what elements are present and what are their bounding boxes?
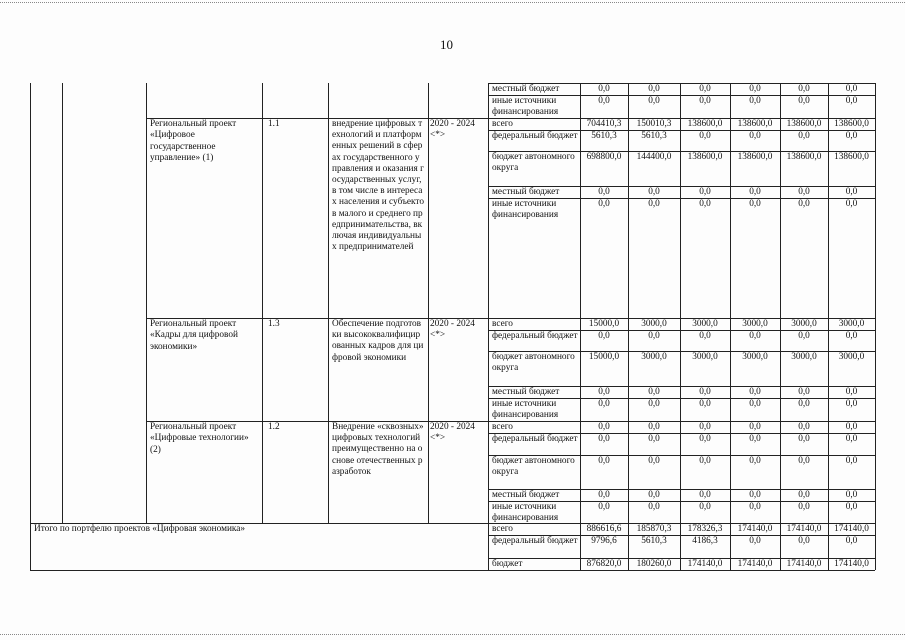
value-cell: 0,0 bbox=[598, 456, 610, 466]
grid-line bbox=[146, 83, 147, 523]
project-period: 2020 - 2024 <*> bbox=[430, 119, 475, 141]
value-cell: 0,0 bbox=[749, 456, 761, 466]
funding-source-label: бюджет автономного округа bbox=[492, 352, 575, 373]
value-cell: 0,0 bbox=[699, 199, 711, 209]
value-cell: 0,0 bbox=[845, 187, 858, 197]
value-cell: 178326,3 bbox=[687, 524, 723, 534]
value-cell: 0,0 bbox=[845, 131, 858, 141]
value-cell: 138600,0 bbox=[834, 152, 869, 162]
funding-source-label: местный бюджет bbox=[492, 84, 560, 94]
value-cell: 5610,3 bbox=[591, 131, 617, 141]
funding-source-label: всего bbox=[492, 524, 513, 534]
value-cell: 0,0 bbox=[749, 331, 761, 341]
project-period: 2020 - 2024 <*> bbox=[430, 319, 475, 341]
funding-source-label: всего bbox=[492, 119, 513, 129]
funding-source-label: местный бюджет bbox=[492, 187, 560, 197]
value-cell: 138600,0 bbox=[786, 119, 822, 129]
value-cell: 0,0 bbox=[798, 502, 810, 512]
value-cell: 876820,0 bbox=[586, 559, 622, 569]
grid-line bbox=[488, 83, 489, 570]
grid-line bbox=[30, 570, 875, 571]
value-cell: 0,0 bbox=[699, 456, 711, 466]
funding-source-label: федеральный бюджет bbox=[492, 536, 578, 546]
value-cell: 0,0 bbox=[648, 331, 660, 341]
value-cell: 0,0 bbox=[798, 96, 810, 106]
value-cell: 0,0 bbox=[749, 84, 761, 94]
value-cell: 0,0 bbox=[798, 536, 810, 546]
value-cell: 0,0 bbox=[648, 456, 660, 466]
value-cell: 150010,3 bbox=[636, 119, 672, 129]
value-cell: 0,0 bbox=[648, 434, 660, 444]
value-cell: 174140,0 bbox=[687, 559, 723, 569]
value-cell: 0,0 bbox=[598, 331, 610, 341]
funding-source-label: местный бюджет bbox=[492, 490, 560, 500]
value-cell: 0,0 bbox=[798, 399, 810, 409]
project-code: 1.2 bbox=[268, 422, 280, 432]
value-cell: 9796,6 bbox=[591, 536, 617, 546]
value-cell: 138600,0 bbox=[786, 152, 822, 162]
value-cell: 0,0 bbox=[845, 490, 858, 500]
value-cell: 0,0 bbox=[749, 536, 761, 546]
value-cell: 0,0 bbox=[699, 331, 711, 341]
value-cell: 0,0 bbox=[798, 84, 810, 94]
value-cell: 0,0 bbox=[798, 422, 810, 432]
value-cell: 0,0 bbox=[648, 187, 660, 197]
value-cell: 0,0 bbox=[749, 490, 761, 500]
value-cell: 3000,0 bbox=[641, 352, 667, 362]
grid-line bbox=[30, 523, 31, 570]
funding-source-label: федеральный бюджет bbox=[492, 131, 578, 141]
value-cell: 0,0 bbox=[648, 199, 660, 209]
project-description: Обеспечение подготовки высококвалифицированных кадров для цифровой экономики bbox=[332, 319, 424, 363]
value-cell: 0,0 bbox=[845, 434, 858, 444]
value-cell: 0,0 bbox=[798, 331, 810, 341]
value-cell: 0,0 bbox=[798, 490, 810, 500]
project-name: Региональный проект «Цифровое государственное управление» (1) bbox=[150, 119, 237, 163]
value-cell: 3000,0 bbox=[692, 352, 718, 362]
scan-top-edge bbox=[0, 2, 905, 3]
value-cell: 0,0 bbox=[845, 422, 858, 432]
page-number: 10 bbox=[440, 37, 453, 52]
value-cell: 0,0 bbox=[749, 387, 761, 397]
value-cell: 0,0 bbox=[648, 502, 660, 512]
value-cell: 0,0 bbox=[699, 84, 711, 94]
value-cell: 0,0 bbox=[845, 84, 858, 94]
value-cell: 0,0 bbox=[749, 96, 761, 106]
value-cell: 0,0 bbox=[845, 456, 858, 466]
value-cell: 0,0 bbox=[648, 96, 660, 106]
value-cell: 3000,0 bbox=[838, 319, 865, 329]
grid-line bbox=[328, 83, 329, 523]
value-cell: 0,0 bbox=[648, 84, 660, 94]
value-cell: 0,0 bbox=[749, 187, 761, 197]
value-cell: 0,0 bbox=[699, 131, 711, 141]
value-cell: 138600,0 bbox=[834, 119, 869, 129]
value-cell: 0,0 bbox=[598, 199, 610, 209]
value-cell: 0,0 bbox=[648, 387, 660, 397]
value-cell: 180260,0 bbox=[636, 559, 672, 569]
value-cell: 185870,3 bbox=[636, 524, 672, 534]
project-code: 1.3 bbox=[268, 319, 280, 329]
value-cell: 0,0 bbox=[598, 187, 610, 197]
value-cell: 0,0 bbox=[749, 502, 761, 512]
value-cell: 174140,0 bbox=[737, 559, 773, 569]
project-name: Региональный проект «Кадры для цифровой экономики» bbox=[150, 319, 238, 352]
value-cell: 0,0 bbox=[598, 96, 610, 106]
value-cell: 144400,0 bbox=[636, 152, 672, 162]
value-cell: 138600,0 bbox=[737, 152, 773, 162]
funding-source-label: всего bbox=[492, 319, 513, 329]
value-cell: 0,0 bbox=[845, 199, 858, 209]
total-label: Итого по портфелю проектов «Цифровая экономика» bbox=[34, 524, 246, 534]
value-cell: 704410,3 bbox=[586, 119, 622, 129]
value-cell: 0,0 bbox=[798, 434, 810, 444]
value-cell: 174140,0 bbox=[834, 559, 869, 569]
funding-source-label: бюджет bbox=[492, 559, 523, 569]
value-cell: 174140,0 bbox=[737, 524, 773, 534]
value-cell: 0,0 bbox=[749, 131, 761, 141]
value-cell: 3000,0 bbox=[742, 319, 768, 329]
grid-line bbox=[875, 83, 876, 570]
value-cell: 174140,0 bbox=[834, 524, 869, 534]
value-cell: 0,0 bbox=[598, 502, 610, 512]
project-code: 1.1 bbox=[268, 119, 280, 129]
value-cell: 0,0 bbox=[699, 434, 711, 444]
value-cell: 0,0 bbox=[598, 490, 610, 500]
value-cell: 0,0 bbox=[598, 84, 610, 94]
value-cell: 138600,0 bbox=[687, 152, 723, 162]
grid-line bbox=[30, 83, 31, 523]
value-cell: 0,0 bbox=[699, 422, 711, 432]
value-cell: 174140,0 bbox=[786, 524, 822, 534]
value-cell: 0,0 bbox=[798, 131, 810, 141]
funding-source-label: бюджет автономного округа bbox=[492, 152, 575, 173]
value-cell: 0,0 bbox=[798, 456, 810, 466]
grid-line bbox=[428, 83, 429, 523]
value-cell: 0,0 bbox=[749, 199, 761, 209]
value-cell: 0,0 bbox=[845, 399, 858, 409]
value-cell: 0,0 bbox=[598, 387, 610, 397]
value-cell: 0,0 bbox=[845, 387, 858, 397]
value-cell: 0,0 bbox=[699, 490, 711, 500]
value-cell: 0,0 bbox=[699, 399, 711, 409]
value-cell: 4186,3 bbox=[692, 536, 718, 546]
value-cell: 3000,0 bbox=[791, 319, 817, 329]
funding-source-label: местный бюджет bbox=[492, 387, 560, 397]
value-cell: 698800,0 bbox=[586, 152, 622, 162]
value-cell: 0,0 bbox=[699, 502, 711, 512]
value-cell: 0,0 bbox=[699, 187, 711, 197]
funding-source-label: федеральный бюджет bbox=[492, 331, 578, 341]
project-name: Региональный проект «Цифровые технологии» (2) bbox=[150, 422, 249, 455]
value-cell: 5610,3 bbox=[641, 536, 667, 546]
value-cell: 0,0 bbox=[845, 502, 858, 512]
value-cell: 0,0 bbox=[648, 399, 660, 409]
value-cell: 0,0 bbox=[798, 187, 810, 197]
value-cell: 0,0 bbox=[845, 96, 858, 106]
project-description: внедрение цифровых технологий и платформенных решений в сферах государственного управления и оказания государственных услуг, в том числе в интересах населения и субъектов малого и среднего предпринимательства, включая индивидуальных предпринимателей bbox=[332, 119, 425, 253]
value-cell: 0,0 bbox=[749, 422, 761, 432]
value-cell: 0,0 bbox=[845, 331, 858, 341]
value-cell: 15000,0 bbox=[588, 352, 620, 362]
project-description: Внедрение «сквозных» цифровых технологий преимущественно на основе отечественных разработок bbox=[332, 422, 424, 477]
value-cell: 138600,0 bbox=[687, 119, 723, 129]
project-period: 2020 - 2024 <*> bbox=[430, 422, 475, 444]
grid-line bbox=[262, 83, 263, 523]
funding-source-label: иные источники финансирования bbox=[492, 96, 559, 117]
value-cell: 0,0 bbox=[699, 96, 711, 106]
funding-source-label: иные источники финансирования bbox=[492, 199, 559, 220]
value-cell: 0,0 bbox=[699, 387, 711, 397]
value-cell: 5610,3 bbox=[641, 131, 667, 141]
value-cell: 0,0 bbox=[648, 422, 660, 432]
value-cell: 3000,0 bbox=[641, 319, 667, 329]
funding-source-label: федеральный бюджет bbox=[492, 434, 578, 444]
value-cell: 0,0 bbox=[798, 199, 810, 209]
value-cell: 3000,0 bbox=[742, 352, 768, 362]
scan-bottom-edge bbox=[0, 634, 905, 635]
value-cell: 0,0 bbox=[749, 399, 761, 409]
value-cell: 174140,0 bbox=[786, 559, 822, 569]
value-cell: 0,0 bbox=[598, 399, 610, 409]
value-cell: 15000,0 bbox=[588, 319, 620, 329]
value-cell: 138600,0 bbox=[737, 119, 773, 129]
value-cell: 0,0 bbox=[598, 434, 610, 444]
funding-source-label: иные источники финансирования bbox=[492, 502, 559, 523]
value-cell: 886616,6 bbox=[586, 524, 622, 534]
value-cell: 3000,0 bbox=[791, 352, 817, 362]
value-cell: 0,0 bbox=[749, 434, 761, 444]
grid-line bbox=[62, 83, 63, 523]
value-cell: 3000,0 bbox=[838, 352, 865, 362]
value-cell: 0,0 bbox=[798, 387, 810, 397]
value-cell: 0,0 bbox=[598, 422, 610, 432]
value-cell: 0,0 bbox=[648, 490, 660, 500]
funding-source-label: бюджет автономного округа bbox=[492, 456, 575, 477]
value-cell: 3000,0 bbox=[692, 319, 718, 329]
value-cell: 0,0 bbox=[845, 536, 858, 546]
funding-source-label: иные источники финансирования bbox=[492, 399, 559, 420]
funding-source-label: всего bbox=[492, 422, 513, 432]
